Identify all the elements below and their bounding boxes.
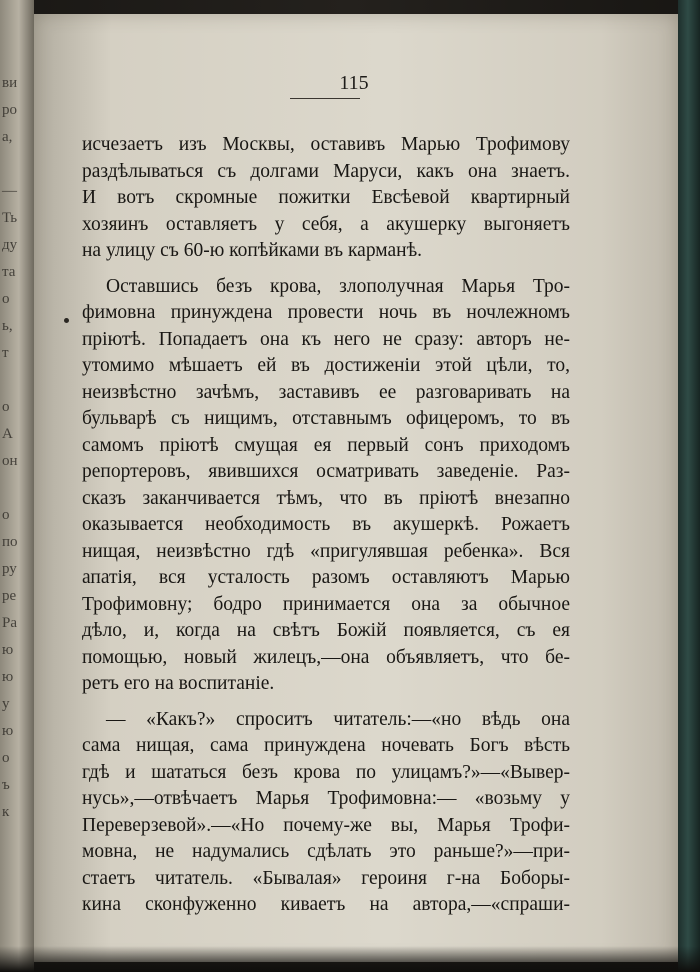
text-line: на улицу съ 60-ю копѣйками въ карманѣ. bbox=[82, 240, 423, 261]
left-page-fragment: та bbox=[2, 264, 16, 280]
text-line: дѣло, и, когда на свѣтъ Божій появляется, съ ея bbox=[82, 620, 570, 641]
text-line: нусь»,—отвѣчаетъ Марья Трофимовна:— «возьму у bbox=[82, 788, 570, 809]
left-page-fragment: к bbox=[2, 804, 10, 820]
left-page-fragment: ь, bbox=[2, 318, 13, 334]
text-line: сказъ заканчивается тѣмъ, что въ пріютѣ внезапно bbox=[82, 487, 570, 509]
page-number: 115 bbox=[339, 72, 369, 94]
text-line: бульварѣ съ нищимъ, отставнымъ офицеромъ, то въ bbox=[82, 408, 570, 429]
text-line: апатія, вся усталость разомъ оставляютъ Марью bbox=[82, 567, 570, 588]
text-line: репортеровъ, явившихся осматривать заведеніе. Раз- bbox=[82, 461, 570, 482]
text-line: Оставшись безъ крова, злополучная Марья Тро- bbox=[106, 275, 570, 297]
left-page-fragment: ю bbox=[2, 669, 14, 685]
text-line: ретъ его на воспитаніе. bbox=[82, 673, 275, 694]
text-line: исчезаетъ изъ Москвы, оставивъ Марью Трофимову bbox=[82, 134, 570, 155]
text-line: оказывается необходимость въ акушеркѣ. Рожаетъ bbox=[82, 514, 570, 535]
left-page-fragment: он bbox=[2, 453, 18, 469]
text-line: самомъ пріютѣ смущая ея первый сонъ приходомъ bbox=[82, 434, 570, 456]
text-line: помощью, новый жилецъ,—она объявляетъ, что бе- bbox=[82, 646, 570, 668]
text-line: хозяинъ оставляетъ у себя, а акушерку выгоняетъ bbox=[82, 213, 570, 235]
left-page-fragment: а, bbox=[2, 129, 13, 145]
left-page-text-fragments bbox=[2, 70, 32, 826]
text-line: раздѣлываться съ долгами Маруси, какъ она знаетъ. bbox=[82, 160, 570, 182]
left-page-fragment: т bbox=[2, 345, 9, 361]
text-line: сама нищая, сама принуждена ночевать Богъ вѣсть bbox=[82, 735, 570, 756]
text-line: стаетъ читатель. «Бывалая» героиня г-на Боборы- bbox=[82, 867, 570, 889]
left-page-edge bbox=[0, 0, 34, 972]
page-number-rule bbox=[290, 98, 360, 99]
text-line: Переверзевой».—«Но почему-же вы, Марья Трофи- bbox=[82, 814, 570, 836]
text-line: нищая, неизвѣстно гдѣ «пригулявшая ребенка». Вся bbox=[82, 540, 570, 562]
text-line: фимовна принуждена провести ночь въ ночлежномъ bbox=[82, 302, 570, 323]
margin-mark bbox=[64, 318, 69, 323]
left-page-fragment: ру bbox=[2, 561, 17, 577]
left-page-fragment: ю bbox=[2, 642, 14, 658]
book-cover-edge bbox=[678, 0, 700, 972]
text-line: неизвѣстно зачѣмъ, заставивъ ее разговаривать на bbox=[82, 381, 570, 403]
text-line: Трофимовну; бодро принимается она за обычное bbox=[82, 593, 570, 615]
text-line: пріютѣ. Попадаетъ она къ него не сразу: авторъ не- bbox=[82, 328, 570, 350]
left-page-fragment: у bbox=[2, 696, 10, 712]
left-page-fragment: о bbox=[2, 291, 10, 307]
left-page-fragment: ре bbox=[2, 588, 17, 604]
left-page-fragment bbox=[2, 151, 32, 178]
left-page-fragment bbox=[2, 367, 32, 394]
left-page-fragment: ви bbox=[2, 75, 18, 91]
text-line: И вотъ скромные пожитки Евсѣевой квартирный bbox=[82, 187, 570, 208]
left-page-fragment: А bbox=[2, 426, 13, 442]
text-line: — «Какъ?» спроситъ читатель:—«но вѣдь она bbox=[106, 708, 570, 730]
left-page-fragment: ъ bbox=[2, 777, 10, 793]
left-page-fragment: ро bbox=[2, 102, 17, 118]
body-text bbox=[82, 132, 570, 919]
text-line: утомимо мѣшаетъ ей въ достиженіи этой цѣли, то, bbox=[82, 355, 570, 376]
left-page-fragment: о bbox=[2, 750, 10, 766]
left-page-fragment: по bbox=[2, 534, 18, 550]
left-page-fragment bbox=[2, 475, 32, 502]
left-page-fragment: Ра bbox=[2, 615, 17, 631]
text-line: мовна, не надумались сдѣлать это раньше?»—при- bbox=[82, 841, 570, 862]
book-page bbox=[34, 14, 678, 962]
left-page-fragment: ю bbox=[2, 723, 14, 739]
bottom-shadow bbox=[0, 946, 700, 972]
left-page-fragment: ду bbox=[2, 237, 18, 253]
left-page-fragment: о bbox=[2, 507, 10, 523]
text-line: кина сконфуженно киваетъ на автора,—«спраши- bbox=[82, 894, 570, 915]
left-page-fragment: Ть bbox=[2, 210, 18, 226]
left-page-fragment: — bbox=[2, 183, 17, 199]
left-page-fragment: о bbox=[2, 399, 10, 415]
text-line: гдѣ и шататься безъ крова по улицамъ?»—«Вывер- bbox=[82, 761, 570, 783]
